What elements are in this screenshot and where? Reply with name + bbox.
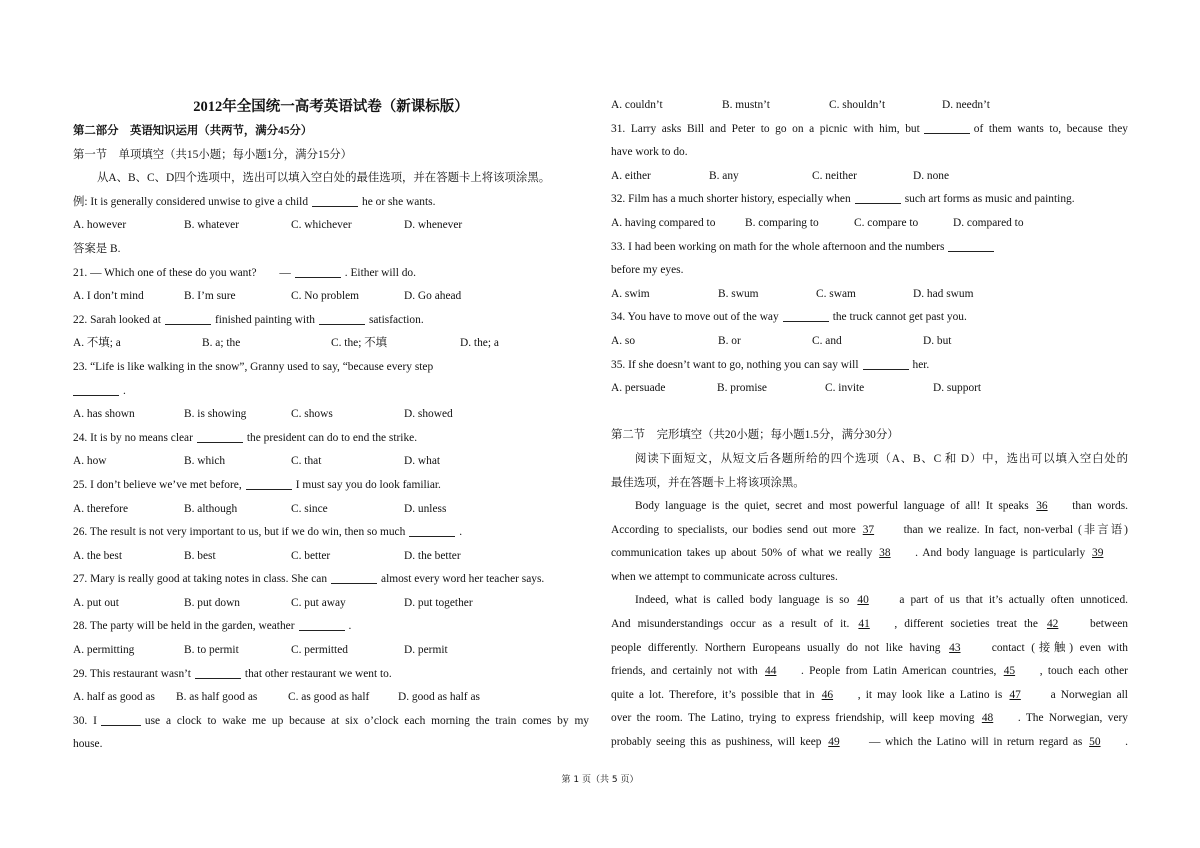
option-b: B. which: [184, 455, 226, 468]
answer-blank: [331, 570, 377, 584]
option-c: C. that: [291, 455, 322, 468]
answer-blank: [863, 356, 909, 370]
question-31-line2: have work to do.: [611, 146, 688, 159]
question-21-options: [73, 285, 589, 309]
option-d: D. showed: [404, 408, 453, 421]
question-23: 23. “Life is like walking in the snow”, Granny used to say, “because every step: [73, 360, 434, 373]
passage-line: people differently. Northern Europeans usually do not like having 43 contact (接触) even with: [611, 637, 1128, 661]
option-d: D. put together: [404, 596, 473, 609]
blank-44: 44: [765, 665, 777, 678]
answer-blank: [197, 429, 243, 443]
option-c: C. since: [291, 502, 328, 515]
option-a: A. how: [73, 455, 107, 468]
option-b: B. although: [184, 502, 238, 515]
option-b: B. or: [718, 334, 741, 347]
answer-blank: [73, 382, 119, 396]
option-a: A. put out: [73, 596, 119, 609]
option-b: B. swum: [718, 287, 759, 300]
blank-47: 47: [1009, 688, 1021, 701]
option-d: D. Go ahead: [404, 290, 462, 303]
question-25-options: [73, 498, 589, 522]
passage-line: Indeed, what is called body language is so 40 a part of us that it’s actually often unnoticed.: [611, 589, 1128, 613]
blank-45: 45: [1003, 665, 1016, 678]
passage-line: According to specialists, our bodies send out more 37 than we realize. In fact, non-verbal (非言语): [611, 519, 1128, 543]
section-spacer: [611, 401, 1128, 425]
option-c: C. shouldn’t: [829, 99, 886, 111]
option-c: C. neither: [812, 169, 857, 182]
question-33: 33. I had been working on math for the whole afternoon and the numbers: [611, 236, 1128, 260]
option-d: D. none: [913, 169, 950, 182]
option-b: B. whatever: [184, 219, 240, 232]
blank-46: 46: [821, 688, 834, 701]
option-a: A. half as good as: [73, 691, 155, 704]
option-c: C. permitted: [291, 644, 348, 657]
option-a: A. having compared to: [611, 216, 716, 229]
question-21: 21. — Which one of these do you want? — . Either will do.: [73, 262, 589, 286]
option-a: A. either: [611, 169, 651, 182]
option-b: B. a; the: [202, 337, 241, 350]
question-27: 27. Mary is really good at taking notes in class. She can almost every word her teacher says.: [73, 568, 589, 592]
question-23-line2: .: [73, 380, 589, 404]
question-31-options: [611, 165, 1128, 189]
example-options: [73, 214, 589, 238]
section1-instructions: 从A、B、C、D四个选项中，选出可以填入空白处的最佳选项，并在答题卡上将该项涂黑。: [97, 172, 551, 185]
blank-39: 39: [1092, 547, 1104, 560]
blank-42: 42: [1046, 618, 1059, 631]
blank-37: 37: [862, 523, 875, 536]
question-32-options: [611, 212, 1128, 236]
option-a: A. persuade: [611, 382, 666, 395]
example-answer: 答案是 B.: [73, 242, 121, 255]
option-a: A. couldn’t: [611, 99, 663, 111]
option-a: A. the best: [73, 549, 123, 562]
question-34-options: [611, 330, 1128, 354]
question-29: 29. This restaurant wasn’t that other restaurant we went to.: [73, 663, 589, 687]
option-b: B. promise: [717, 382, 767, 395]
question-30-options: [611, 94, 1128, 118]
answer-blank: [195, 665, 241, 679]
option-d: D. but: [923, 334, 952, 347]
question-26-options: [73, 545, 589, 569]
question-32: 32. Film has a much shorter history, especially when such art forms as music and painting.: [611, 188, 1128, 212]
question-34: 34. You have to move out of the way the truck cannot get past you.: [611, 306, 1128, 330]
passage-line: probably seeing this as pushiness, will keep 49 — which the Latino will in return regard as 50 .: [611, 731, 1128, 755]
option-d: D. unless: [404, 502, 447, 515]
section1-heading: 第一节 单项填空（共15小题；每小题1分，满分15分）: [73, 148, 353, 161]
option-b: B. any: [709, 169, 739, 182]
answer-blank: [409, 523, 455, 537]
option-a: A. 不填; a: [73, 337, 121, 350]
section2-instructions: 阅读下面短文，从短文后各题所给的四个选项（A、B、C 和 D）中，选出可以填入空白处的: [635, 452, 1128, 465]
option-c: C. No problem: [291, 290, 360, 303]
answer-blank: [101, 712, 141, 726]
answer-blank: [246, 476, 292, 490]
blank-48: 48: [981, 712, 994, 725]
question-33-line2: before my eyes.: [611, 264, 684, 277]
option-c: C. put away: [291, 596, 346, 609]
option-c: C. the; 不填: [331, 337, 388, 350]
answer-blank: [783, 308, 829, 322]
option-d: D. whenever: [404, 219, 463, 232]
passage-line: quite a lot. Therefore, it’s possible that in 46 , it may look like a Latino is 47 a Norwegian all: [611, 684, 1128, 708]
option-a: A. swim: [611, 287, 650, 300]
passage-line: Body language is the quiet, secret and most powerful language of all! It speaks 36 than words.: [611, 495, 1128, 519]
question-26: 26. The result is not very important to us, but if we do win, then so much .: [73, 521, 589, 545]
section2-heading: 第二节 完形填空（共20小题；每小题1.5分，满分30分）: [611, 429, 899, 442]
blank-43: 43: [949, 641, 961, 654]
blank-36: 36: [1036, 500, 1048, 513]
option-c: C. whichever: [291, 219, 352, 232]
passage-line: when we attempt to communicate across cultures.: [611, 570, 838, 583]
question-29-options: [73, 686, 589, 710]
part2-heading: 第二部分 英语知识运用（共两节，满分45分）: [73, 125, 313, 137]
question-28: 28. The party will be held in the garden, weather .: [73, 615, 589, 639]
option-b: B. mustn’t: [722, 99, 770, 111]
left-column: [73, 94, 589, 757]
option-d: D. the better: [404, 549, 461, 562]
option-a: A. therefore: [73, 502, 129, 515]
option-a: A. so: [611, 334, 636, 347]
option-b: B. to permit: [184, 644, 239, 657]
question-24: 24. It is by no means clear the president can do to end the strike.: [73, 427, 589, 451]
answer-blank: [319, 311, 365, 325]
answer-blank: [312, 193, 358, 207]
blank-49: 49: [828, 736, 840, 749]
question-28-options: [73, 639, 589, 663]
question-27-options: [73, 592, 589, 616]
option-d: D. compared to: [953, 216, 1024, 229]
option-c: C. shows: [291, 408, 333, 421]
question-22: 22. Sarah looked at finished painting with satisfaction.: [73, 309, 589, 333]
section2-instructions-line2: 最佳选项，并在答题卡上将该项涂黑。: [611, 476, 805, 489]
page-title: 2012年全国统一高考英语试卷（新课标版）: [193, 99, 469, 115]
answer-blank: [295, 264, 341, 278]
question-31: 31. Larry asks Bill and Peter to go on a picnic with him, but of them wants to, because they: [611, 118, 1128, 142]
option-c: C. swam: [816, 287, 856, 300]
question-22-options: [73, 332, 589, 356]
option-c: C. compare to: [854, 216, 919, 229]
question-30: 30. I use a clock to wake me up because at six o’clock each morning the train comes by my: [73, 710, 589, 734]
answer-blank: [165, 311, 211, 325]
option-b: B. best: [184, 549, 216, 562]
option-a: A. has shown: [73, 408, 135, 421]
option-a: A. permitting: [73, 644, 135, 657]
option-c: C. better: [291, 549, 331, 562]
right-column: [611, 94, 1128, 755]
question-30-line2: house.: [73, 738, 103, 751]
passage-line: And misunderstandings occur as a result of it. 41 , different societies treat the 42 between: [611, 613, 1128, 637]
option-c: C. as good as half: [288, 691, 370, 704]
option-d: D. support: [933, 382, 982, 395]
option-d: D. permit: [404, 644, 448, 657]
question-23-options: [73, 403, 589, 427]
option-d: D. what: [404, 455, 441, 468]
option-b: B. is showing: [184, 408, 247, 421]
page-footer: 第 1 页（共 5 页）: [561, 775, 639, 785]
blank-40: 40: [857, 594, 869, 607]
example-question: 例: It is generally considered unwise to give a child he or she wants.: [73, 191, 589, 215]
answer-blank: [299, 617, 345, 631]
passage-line: communication takes up about 50% of what we really 38 . And body language is particularly 39: [611, 542, 1128, 566]
blank-50: 50: [1089, 736, 1101, 749]
answer-blank: [924, 120, 970, 134]
option-d: D. good as half as: [398, 691, 480, 704]
option-c: C. invite: [825, 382, 865, 395]
passage-line: over the room. The Latino, trying to express friendship, will keep moving 48 . The Norwegian, very: [611, 707, 1128, 731]
question-35: 35. If she doesn’t want to go, nothing you can say will her.: [611, 354, 1128, 378]
option-a: A. I don’t mind: [73, 290, 144, 303]
option-b: B. put down: [184, 596, 241, 609]
option-d: D. had swum: [913, 287, 974, 300]
option-d: D. the; a: [460, 337, 499, 350]
question-35-options: [611, 377, 1128, 401]
answer-blank: [855, 190, 901, 204]
blank-38: 38: [879, 547, 891, 560]
option-c: C. and: [812, 334, 842, 347]
answer-blank: [948, 238, 994, 252]
option-d: D. needn’t: [942, 99, 990, 111]
passage-line: friends, and certainly not with 44 . People from Latin American countries, 45 , touch each other: [611, 660, 1128, 684]
option-b: B. as half good as: [176, 691, 258, 704]
question-25: 25. I don’t believe we’ve met before, I must say you do look familiar.: [73, 474, 589, 498]
blank-41: 41: [858, 618, 870, 631]
question-33-options: [611, 283, 1128, 307]
option-b: B. comparing to: [745, 216, 819, 229]
option-a: A. however: [73, 219, 127, 232]
question-24-options: [73, 450, 589, 474]
option-b: B. I’m sure: [184, 290, 236, 303]
